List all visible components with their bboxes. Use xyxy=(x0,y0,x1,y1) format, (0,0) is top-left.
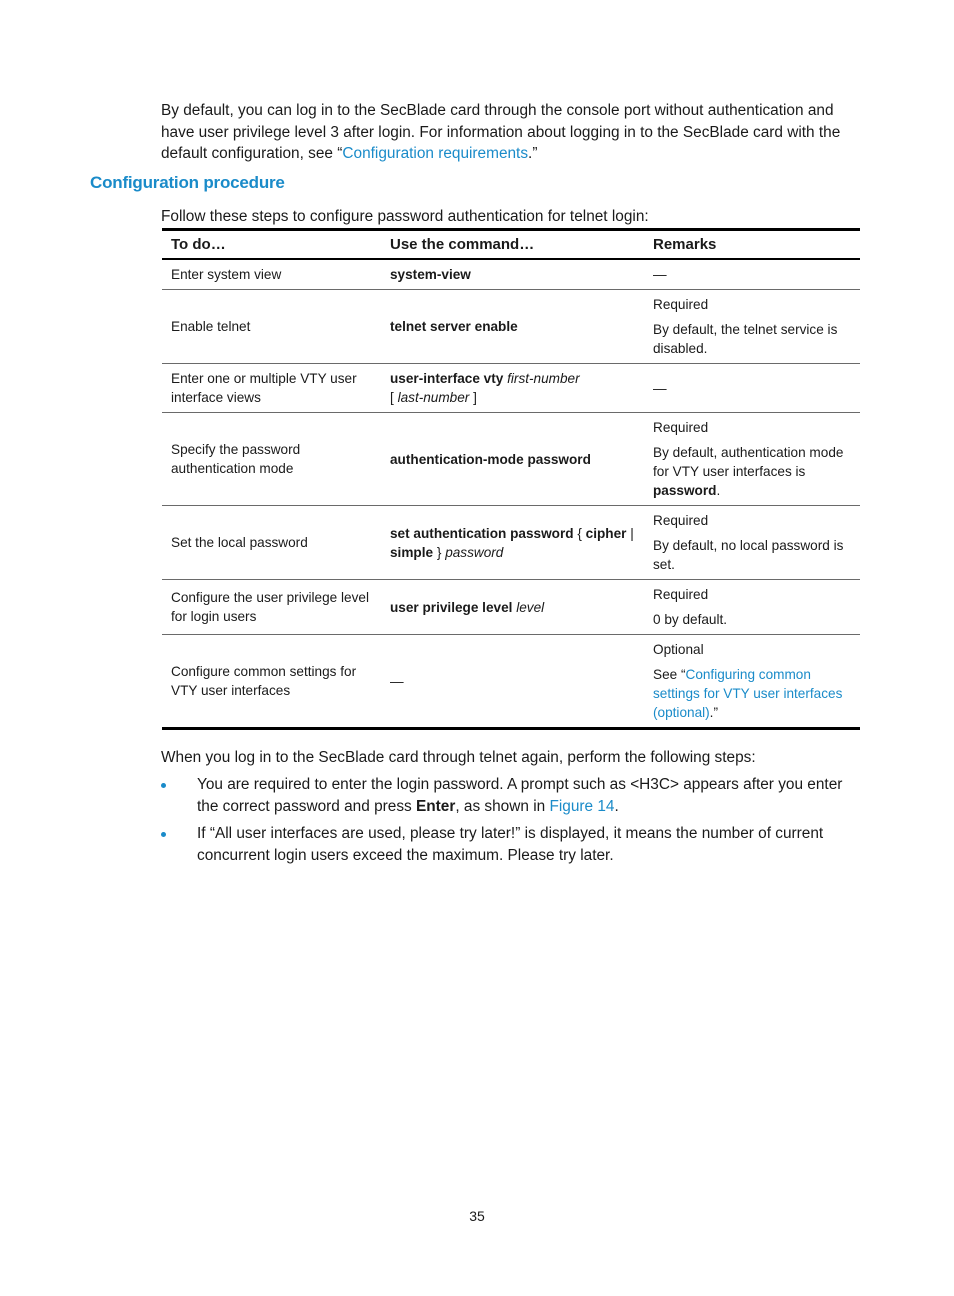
command-cell xyxy=(381,413,644,506)
command-argument: first-number xyxy=(507,371,580,386)
command-cell xyxy=(381,259,644,290)
remark-end: .” xyxy=(709,705,718,720)
list-text: If “All user interfaces are used, please try later!” is displayed, it means the number of current concurrent login users exceed the maximum. Please try later. xyxy=(197,825,824,864)
command-cell: — xyxy=(381,635,644,729)
section-heading: Configuration procedure xyxy=(90,173,285,192)
command-cell xyxy=(381,364,644,413)
table-row xyxy=(162,413,860,506)
remark-end: . xyxy=(716,483,721,498)
configuration-table xyxy=(162,228,860,730)
after-paragraph: When you log in to the SecBlade card through telnet again, perform the following steps: xyxy=(161,749,756,766)
remarks-cell: — xyxy=(653,267,667,282)
command-cell xyxy=(381,580,644,635)
command-keyword: simple xyxy=(390,544,434,560)
list-item xyxy=(161,823,866,866)
page-number: 35 xyxy=(469,1208,485,1224)
todo-cell: Enter system view xyxy=(171,267,282,282)
command-bracket: [ xyxy=(390,390,394,405)
command-keyword: set authentication password xyxy=(390,525,574,541)
intro-text: By default, you can log in to the SecBlade card through the console port without authentication and have user privilege level 3 after login. For information about logging in to the SecBlade card with the default configuration, see “ xyxy=(161,102,841,162)
remarks-cell xyxy=(644,413,860,506)
command-brace: { xyxy=(577,525,582,541)
remark-detail xyxy=(653,665,852,722)
list-text: You are required to enter the login password. A prompt such as <H3C> appears after you enter the correct password and press xyxy=(197,776,843,815)
command-cell xyxy=(381,506,644,580)
command-brace: } xyxy=(436,544,442,560)
command-pipe: | xyxy=(630,525,634,541)
figure-14-link[interactable]: Figure 14 xyxy=(549,797,615,815)
bullet-icon xyxy=(161,832,166,837)
todo-cell: Specify the password authentication mode xyxy=(162,413,381,506)
table-row xyxy=(162,506,860,580)
command-keyword: telnet server enable xyxy=(390,319,518,334)
steps-list xyxy=(161,774,866,872)
table-row xyxy=(162,259,860,290)
header-remarks: Remarks xyxy=(644,230,860,260)
table-row xyxy=(162,290,860,364)
remark-text: See “ xyxy=(653,667,686,682)
table-row xyxy=(162,580,860,635)
header-todo: To do… xyxy=(162,230,381,260)
remarks-cell xyxy=(644,506,860,580)
remark-detail: 0 by default. xyxy=(653,612,728,627)
todo-cell: Set the local password xyxy=(162,506,381,580)
remark-required: Required xyxy=(653,587,709,602)
table-row xyxy=(162,635,860,729)
configuration-requirements-link[interactable]: Configuration requirements xyxy=(342,145,529,162)
remark-required: Required xyxy=(653,513,709,528)
remarks-cell xyxy=(644,635,860,729)
enter-key-text: Enter xyxy=(416,797,456,815)
remark-detail xyxy=(653,443,852,500)
intro-text-end: .” xyxy=(528,145,538,162)
remark-optional: Optional xyxy=(653,642,704,657)
command-keyword: user privilege level xyxy=(390,599,513,615)
command-keyword: user-interface vty xyxy=(390,371,504,386)
command-keyword: cipher xyxy=(585,525,627,541)
bullet-icon xyxy=(161,783,166,788)
list-item xyxy=(161,774,866,817)
todo-cell: Configure common settings for VTY user interfaces xyxy=(162,635,381,729)
header-command: Use the command… xyxy=(381,230,644,260)
configuring-common-settings-link[interactable]: Configuring common settings for VTY user interfaces (optional) xyxy=(653,667,843,720)
command-keyword: system-view xyxy=(390,267,471,282)
command-argument: password xyxy=(445,544,504,560)
todo-cell: Enable telnet xyxy=(162,290,381,364)
command-argument: last-number xyxy=(397,390,470,405)
todo-cell: Configure the user privilege level for login users xyxy=(162,580,381,635)
intro-paragraph xyxy=(161,100,866,165)
table-row xyxy=(162,364,860,413)
list-text: . xyxy=(614,797,619,815)
todo-cell: Enter one or multiple VTY user interface views xyxy=(162,364,381,413)
table-header-row xyxy=(162,230,860,260)
remark-required: Required xyxy=(653,297,709,312)
command-cell xyxy=(381,290,644,364)
list-text: , as shown in xyxy=(455,797,550,815)
command-argument: level xyxy=(516,599,545,615)
lead-paragraph: Follow these steps to configure password authentication for telnet login: xyxy=(161,208,649,225)
remarks-cell: — xyxy=(644,364,860,413)
remarks-cell xyxy=(644,290,860,364)
remark-detail: By default, the telnet service is disabled. xyxy=(653,322,838,356)
command-keyword: authentication-mode password xyxy=(390,451,591,467)
remark-required: Required xyxy=(653,420,709,435)
remark-bold: password xyxy=(653,483,717,498)
remarks-cell xyxy=(644,580,860,635)
command-bracket: ] xyxy=(473,390,477,405)
remark-text: By default, authentication mode for VTY user interfaces is xyxy=(653,445,844,479)
remark-detail: By default, no local password is set. xyxy=(653,538,844,572)
